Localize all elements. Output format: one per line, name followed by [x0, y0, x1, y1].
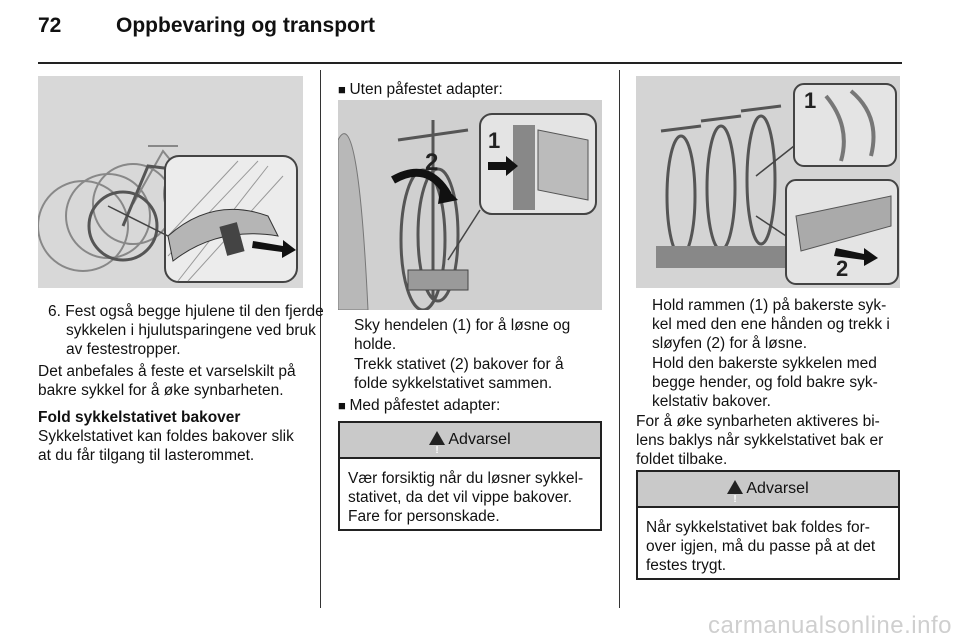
warning-text: Vær forsiktig når du løsner sykkel-stativet, da det vil vippe bakover. Fare for personskade.: [348, 470, 584, 525]
visibility-note: Det anbefales å feste et varselskilt på bakre sykkel for å øke synbarheten.: [38, 363, 296, 399]
section-heading: Fold sykkelstativet bakover: [38, 409, 241, 426]
page-title: Oppbevaring og transport: [116, 14, 376, 37]
warning-box: [338, 421, 602, 531]
fold-back-instruction: Hold den bakerste sykkelen med begge hender, og fold bakre syk-kelstativ bakover.: [652, 355, 878, 410]
pull-instruction: Trekk stativet (2) bakover for å folde sykkelstativet sammen.: [354, 356, 564, 392]
lever-instruction: Sky hendelen (1) for å løsne og holde.: [354, 317, 571, 353]
warning-header: [340, 423, 600, 459]
rear-bike-fold-illustration: [636, 76, 900, 288]
figure-label-2: 2: [836, 256, 849, 281]
bullet-with-adapter: ■ Med påfestet adapter:: [338, 396, 608, 415]
figure-label-1: 1: [804, 88, 817, 113]
hold-frame-instruction: Hold rammen (1) på bakerste syk-kel med den ene hånden og trekk i sløyfen (2) for å løsne.: [652, 297, 890, 352]
header-rule: [38, 62, 902, 64]
figure-label-2: 2: [425, 149, 439, 176]
warning-triangle-icon: [429, 431, 445, 445]
column-divider: [619, 70, 620, 608]
warning-title: Advarsel: [746, 480, 809, 497]
page-number: 72: [38, 14, 62, 37]
bullet-without-adapter: ■ Uten påfestet adapter:: [338, 80, 608, 99]
warning-triangle-icon: [727, 480, 743, 494]
page-header: [38, 14, 375, 38]
warning-text: Når sykkelstativet bak foldes for-over igjen, må du passe på at det festes trygt.: [646, 519, 876, 574]
fold-rack-illustration: [338, 100, 602, 310]
warning-title: Advarsel: [448, 431, 511, 448]
tail-light-note: For å øke synbarheten aktiveres bi-lens baklys når sykkelstativet bak er foldet tilbake.: [636, 413, 884, 468]
bike-strap-illustration: [38, 76, 303, 288]
watermark: carmanualsonline.info: [708, 612, 952, 639]
section-body: Sykkelstativet kan foldes bakover slik at du får tilgang til lasterommet.: [38, 428, 294, 464]
warning-header: [638, 472, 898, 508]
figure-label-1: 1: [488, 128, 501, 153]
step-6-text: 6. Fest også begge hjulene til den fjerde sykkelen i hjulutsparingene ved bruk av festestropper.: [48, 303, 324, 358]
warning-box: [636, 470, 900, 580]
